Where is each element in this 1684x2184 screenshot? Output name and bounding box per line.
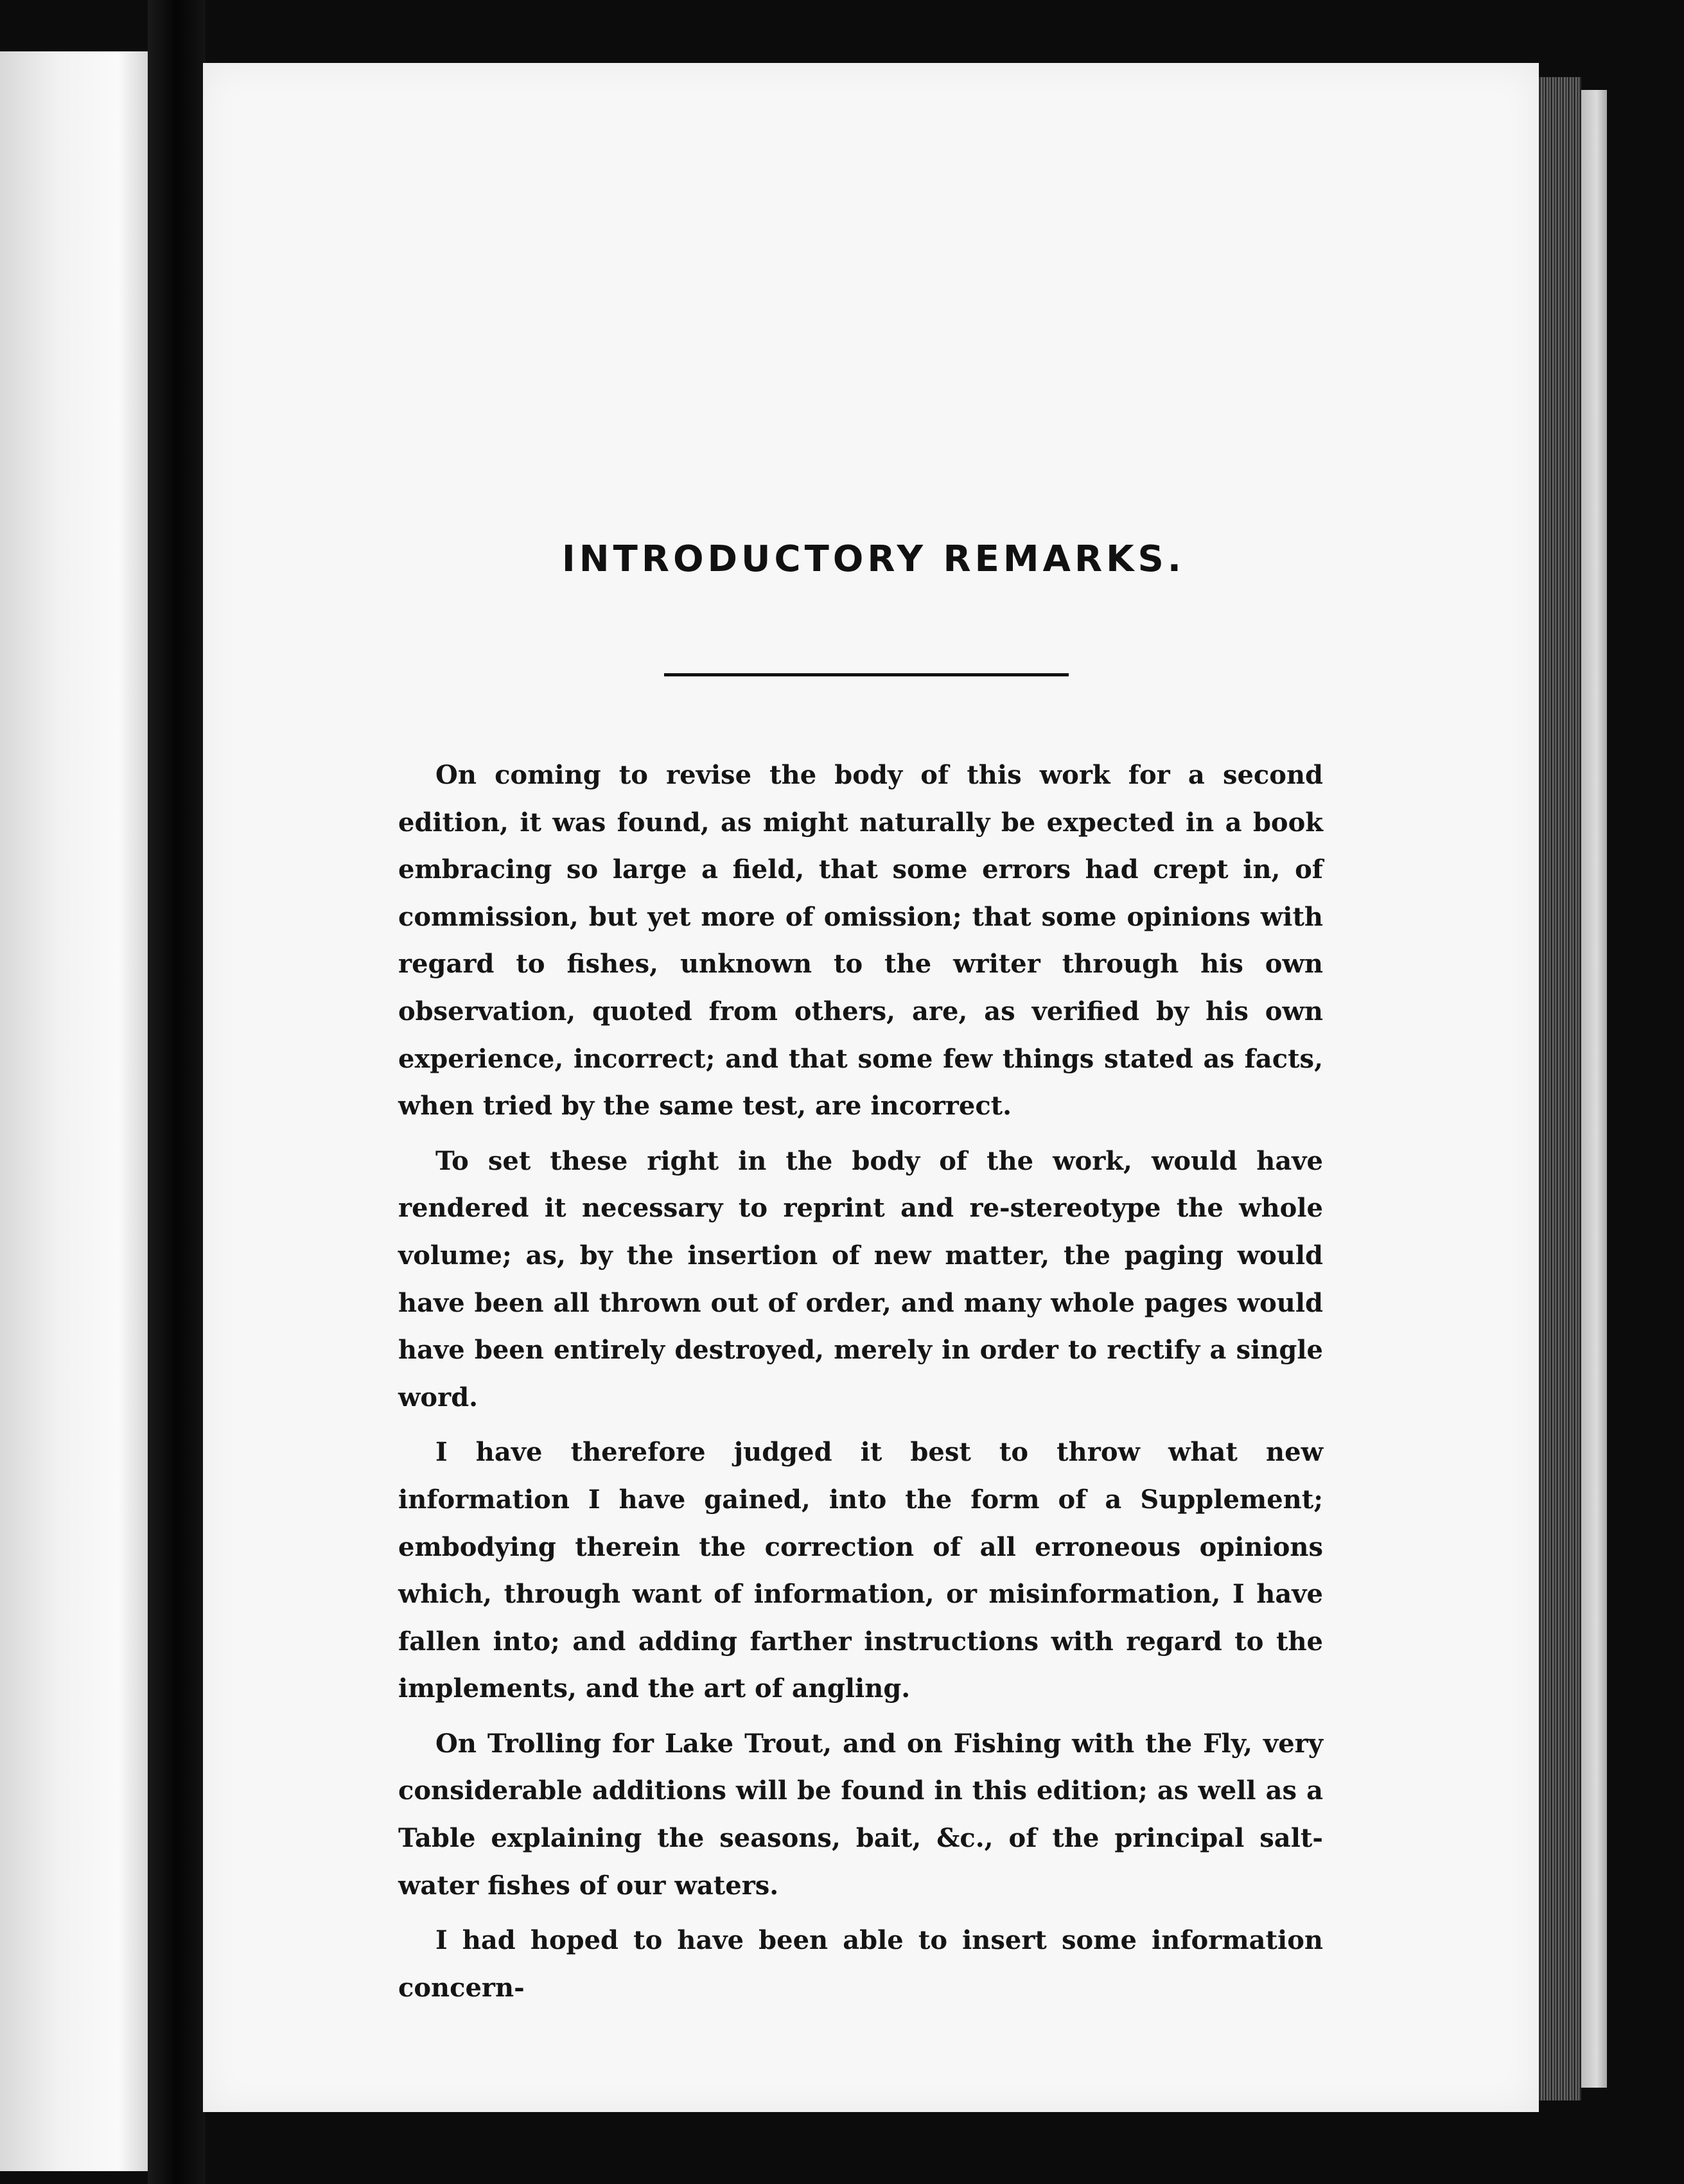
book-gutter xyxy=(148,0,206,2184)
heading-rule xyxy=(664,673,1069,676)
left-page-edge xyxy=(0,51,148,2171)
page-block-edge-outer xyxy=(1581,90,1607,2088)
paragraph: I had hoped to have been able to insert some information concern- xyxy=(398,1925,1323,2003)
paragraph: On Trolling for Lake Trout, and on Fishing with the Fly, very considerable additions will be found in this edition; as well as a Table explaining the seasons, bait, &c., of the principal salt-water fishes of our waters. xyxy=(398,1728,1323,1901)
paragraph: I have therefore judged it best to throw what new information I have gained, into the form of a Supplement; embodying therein the correction of all erroneous opinions which, through want of information, or misinformation, I have fallen into; and adding farther instructions with regard to the implements, and the art of angling. xyxy=(398,1437,1323,1704)
page-heading: INTRODUCTORY REMARKS. xyxy=(561,538,1186,580)
page-block-edge xyxy=(1539,77,1581,2100)
paragraph: To set these right in the body of the work, would have rendered it necessary to reprint and re-stereotype the whole volume; as, by the insertion of new matter, the paging would have been all thrown out of order, and many whole pages would have been entirely destroyed, merely in order to rectify a single word. xyxy=(398,1145,1323,1413)
body-text xyxy=(398,752,1323,2019)
paragraph: On coming to revise the body of this work for a second edition, it was found, as might naturally be expected in a book embracing so large a field, that some errors had crept in, of commission, but yet more of omission; that some opinions with regard to fishes, unknown to the writer through his own observation, quoted from others, are, as verified by his own experience, incorrect; and that some few things stated as facts, when tried by the same test, are incorrect. xyxy=(398,760,1323,1122)
